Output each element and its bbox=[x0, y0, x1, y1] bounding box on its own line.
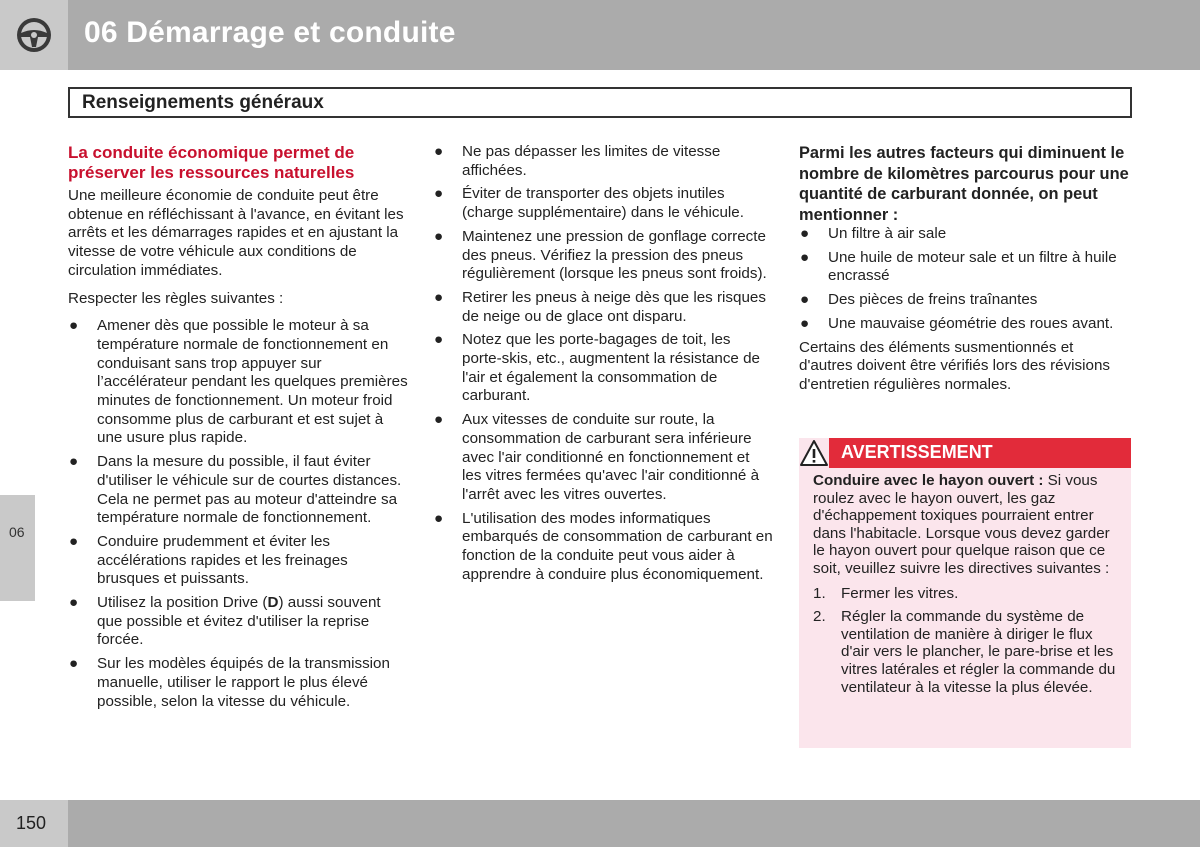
chapter-icon-box bbox=[0, 0, 68, 70]
list-item-text: Des pièces de freins traînantes bbox=[828, 291, 1038, 309]
list-item-text: Sur les modèles équipés de la transmission manuelle, utiliser le rapport le plus élevé possible, selon la vitesse du véhicule. bbox=[97, 655, 390, 710]
bullet-icon: ● bbox=[800, 291, 810, 309]
list-item-text: Retirer les pneus à neige dès que les risques de neige ou de glace ont disparu. bbox=[462, 288, 766, 325]
maintenance-note: Certains des éléments susmentionnés et d'autres doivent être vérifiés lors des révisions d'entretien régulières normales. bbox=[799, 338, 1111, 393]
bullet-icon: ● bbox=[69, 594, 79, 612]
chapter-header bbox=[0, 0, 1200, 70]
rules-intro: Respecter les règles suivantes : bbox=[68, 289, 284, 307]
factors-list bbox=[799, 225, 1131, 334]
step-number: 1. bbox=[813, 584, 826, 602]
warning-steps bbox=[813, 585, 1117, 697]
bullet-icon: ● bbox=[434, 331, 444, 349]
page-number: 150 bbox=[16, 813, 47, 833]
column-right bbox=[799, 143, 1131, 404]
list-item-text: Aux vitesses de conduite sur route, la consommation de carburant sera inférieure avec l'air conditionné en fonctionnement et les vitres fermées qu'avec l'air conditionné à l'arrêt avec les vitres ouvertes. bbox=[462, 411, 760, 503]
warning-lead-bold: Conduire avec le hayon ouvert : bbox=[813, 472, 1044, 489]
warning-body bbox=[799, 468, 1131, 696]
warning-header bbox=[799, 438, 1131, 468]
list-item-text: Un filtre à air sale bbox=[828, 225, 947, 242]
list-item bbox=[68, 317, 408, 448]
list-item bbox=[433, 289, 773, 326]
steering-wheel-icon bbox=[15, 16, 53, 54]
list-item bbox=[68, 453, 408, 528]
page-footer bbox=[0, 800, 1200, 847]
list-item bbox=[799, 225, 1131, 244]
bullet-icon: ● bbox=[434, 185, 444, 203]
warning-triangle-icon bbox=[799, 438, 829, 468]
step-number: 2. bbox=[813, 608, 826, 626]
heading-line-1: La conduite économique permet de bbox=[68, 143, 355, 162]
list-item bbox=[68, 655, 408, 711]
step-text: Régler la commande du système de ventilation de manière à diriger le flux d'air vers le plancher, le pare-brise et les vitres latérales et régler la commande du ventilateur à la vitesse la plus élevée. bbox=[841, 608, 1116, 696]
column-middle bbox=[433, 143, 773, 589]
bullet-icon: ● bbox=[800, 248, 810, 266]
drive-position-letter: D bbox=[267, 594, 279, 612]
intro-paragraph: Une meilleure économie de conduite peut être obtenue en réfléchissant à l'avance, en évitant les arrêts et les démarrages rapides et en ajustant la vitesse de votre véhicule aux conditions de circulation immédiates. bbox=[68, 187, 404, 279]
warning-lead-text: Si vous roulez avec le hayon ouvert, les gaz d'échappement toxiques pourraient entrer dans l'habitacle. Lorsque vous devez garder le hayon ouvert pour quelque raison que ce soit, veuillez suivre les directives suivantes : bbox=[813, 472, 1110, 577]
section-title: Renseignements généraux bbox=[82, 92, 324, 113]
bullet-icon: ● bbox=[69, 532, 79, 550]
section-title-box bbox=[68, 87, 1132, 118]
list-item-text: Notez que les porte-bagages de toit, les porte-skis, etc., augmentent la résistance de l'air et également la consommation de carburant. bbox=[462, 331, 760, 405]
bullet-icon: ● bbox=[69, 317, 79, 335]
list-item bbox=[813, 608, 1117, 696]
list-item-text: Conduire prudemment et éviter les accélérations rapides et les freinages brusques et puissants. bbox=[97, 532, 348, 588]
bullet-icon: ● bbox=[69, 453, 79, 471]
page-number-box bbox=[0, 800, 68, 847]
list-item-text: Éviter de transporter des objets inutiles (charge supplémentaire) dans le véhicule. bbox=[462, 185, 744, 222]
other-factors-heading: Parmi les autres facteurs qui diminuent le nombre de kilomètres parcourus pour une quantité de carburant donnée, on peut mentionner : bbox=[799, 144, 1129, 224]
list-item-text-pre: Utilisez la position Drive ( bbox=[97, 594, 268, 612]
bullet-icon: ● bbox=[434, 288, 444, 306]
bullet-icon: ● bbox=[800, 225, 810, 242]
eco-driving-heading bbox=[68, 143, 408, 183]
list-item-text: Maintenez une pression de gonflage correcte des pneus. Vérifiez la pression des pneus régulièrement (lorsque les pneus sont froids). bbox=[462, 227, 767, 283]
bullet-icon: ● bbox=[434, 509, 444, 527]
list-item-text: Ne pas dépasser les limites de vitesse affichées. bbox=[462, 143, 721, 179]
list-item-text: Amener dès que possible le moteur à sa température normale de fonctionnement en conduisant sans trop appuyer sur l’accélérateur pendant les quelques premières minutes de fonctionnement. Un moteur froid consomme plus de carburant et est sujet à une usure plus rapide. bbox=[97, 317, 408, 447]
bullet-icon: ● bbox=[800, 314, 810, 332]
list-item bbox=[813, 585, 1117, 603]
column-left bbox=[68, 143, 408, 716]
bullet-icon: ● bbox=[434, 143, 444, 160]
chapter-title: 06 Démarrage et conduite bbox=[84, 16, 456, 49]
warning-title: AVERTISSEMENT bbox=[841, 442, 993, 462]
list-item bbox=[433, 185, 773, 222]
list-item-text: Une mauvaise géométrie des roues avant. bbox=[828, 314, 1114, 332]
bullet-icon: ● bbox=[69, 655, 79, 673]
list-item-text-post: ) aussi souvent que possible et évitez d'utiliser la reprise forcée. bbox=[97, 594, 381, 649]
list-item bbox=[433, 228, 773, 284]
list-item bbox=[433, 411, 773, 505]
list-item bbox=[68, 594, 408, 650]
list-item bbox=[68, 533, 408, 589]
list-item-text: L'utilisation des modes informatiques embarqués de consommation de carburant en fonction de la conduite peut vous aider à apprendre à conduire plus économiquement. bbox=[462, 509, 773, 583]
list-item bbox=[799, 315, 1131, 334]
tips-list bbox=[433, 143, 773, 584]
list-item-text: Dans la mesure du possible, il faut éviter d'utiliser le véhicule sur de courtes distances. Cela ne permet pas au moteur d'atteindre sa température normale de fonctionnement. bbox=[97, 453, 402, 527]
list-item bbox=[433, 510, 773, 585]
warning-box bbox=[799, 438, 1131, 748]
bullet-icon: ● bbox=[434, 227, 444, 245]
list-item bbox=[799, 291, 1131, 310]
step-text: Fermer les vitres. bbox=[841, 584, 959, 602]
side-tab-label: 06 bbox=[9, 524, 25, 540]
list-item bbox=[433, 143, 773, 180]
heading-line-2: préserver les ressources naturelles bbox=[68, 163, 355, 182]
list-item bbox=[799, 249, 1131, 286]
side-chapter-tab bbox=[0, 495, 35, 601]
list-item bbox=[433, 331, 773, 406]
bullet-icon: ● bbox=[434, 411, 444, 429]
list-item-text: Une huile de moteur sale et un filtre à huile encrassé bbox=[828, 248, 1117, 285]
rules-list bbox=[68, 317, 408, 711]
warning-lead bbox=[813, 472, 1117, 578]
